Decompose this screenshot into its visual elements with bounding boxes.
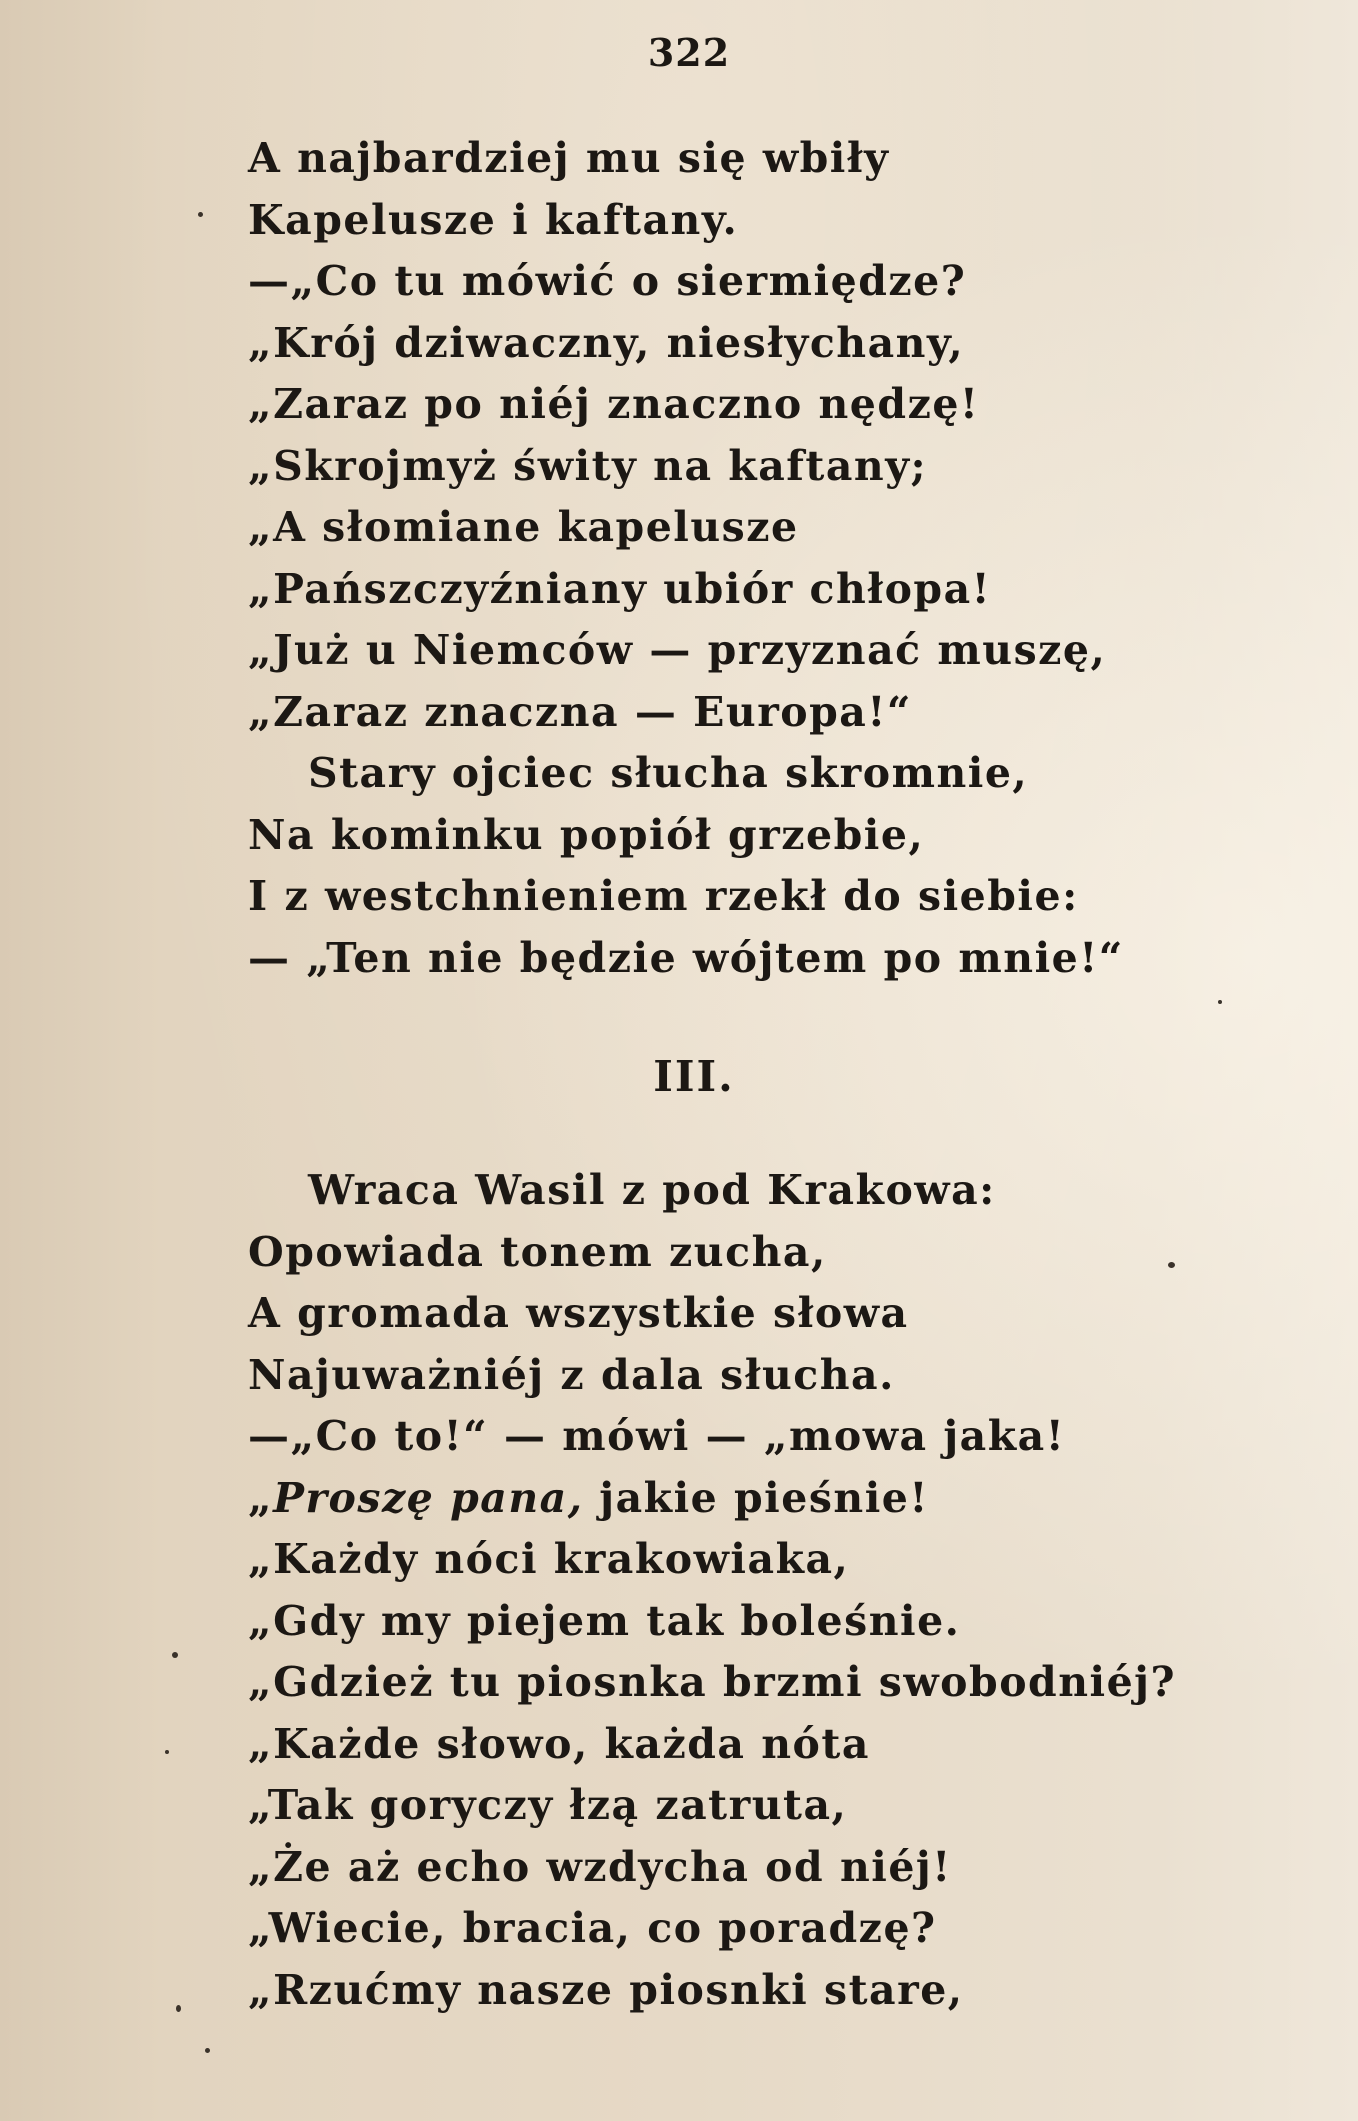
paper-speck: [205, 2048, 210, 2053]
verse-line: „Zaraz po niéj znaczno nędzę!: [248, 380, 980, 428]
page-number: 322: [647, 30, 731, 75]
verse-line: [248, 1468, 1176, 1530]
verse-line: Stary ojciec słucha skromnie,: [308, 749, 1029, 797]
paper-speck: [165, 1750, 169, 1754]
verse-line: „A słomiane kapelusze: [248, 503, 799, 551]
paper-speck: [172, 1652, 178, 1658]
verse-line: „Każde słowo, każda nóta: [248, 1719, 870, 1768]
stanza: [248, 128, 1124, 989]
verse-line: „Że aż echo wzdycha od niéj!: [248, 1842, 952, 1891]
verse-line: — „Ten nie będzie wójtem po mnie!“: [248, 933, 1124, 982]
paper-speck: [198, 212, 203, 217]
verse-line: „Gdzież tu piosnka brzmi swobodniéj?: [248, 1658, 1177, 1706]
verse-line: „Wiecie, bracia, co poradzę?: [248, 1904, 937, 1952]
verse-line: Opowiada tonem zucha,: [248, 1227, 827, 1276]
verse-line: —„Co tu mówić o siermiędze?: [248, 257, 967, 305]
verse-line-rest: jakie pieśnie!: [583, 1473, 929, 1522]
verse-line: „Każdy nóci krakowiaka,: [248, 1535, 850, 1583]
verse-line: I z westchnieniem rzekł do siebie:: [248, 872, 1079, 920]
paper-speck: [176, 2005, 181, 2012]
verse-line: Na kominku popiół grzebie,: [248, 810, 925, 859]
verse-line: „Pańszczyźniany ubiór chłopa!: [248, 564, 992, 613]
verse-line: Najuważniéj z dala słucha.: [248, 1350, 895, 1399]
verse-line: „Skrojmyż świty na kaftany;: [248, 441, 928, 490]
stanza: [248, 1160, 1176, 2021]
verse-line: Wraca Wasil z pod Krakowa:: [308, 1166, 996, 1214]
verse-line: Kapelusze i kaftany.: [248, 195, 739, 244]
section-heading: III.: [653, 1052, 735, 1101]
paper-speck: [1218, 1000, 1222, 1004]
verse-line: —„Co to!“ — mówi — „mowa jaka!: [248, 1412, 1066, 1460]
verse-line: „Już u Niemców — przyznać muszę,: [248, 626, 1107, 674]
verse-line: A najbardziej mu się wbiły: [248, 134, 890, 182]
verse-line: „Krój dziwaczny, niesłychany,: [248, 318, 965, 367]
verse-line: „Zaraz znaczna — Europa!“: [248, 687, 912, 736]
verse-line: „Rzućmy nasze piosnki stare,: [248, 1965, 964, 2014]
opening-quote: „: [248, 1473, 274, 1522]
verse-line: „Tak goryczy łzą zatruta,: [248, 1781, 848, 1829]
verse-line: „Gdy my piejem tak boleśnie.: [248, 1596, 961, 1645]
verse-line: A gromada wszystkie słowa: [248, 1289, 909, 1337]
paper-speck: [1168, 1262, 1175, 1268]
italic-phrase: Proszę pana,: [273, 1473, 584, 1522]
